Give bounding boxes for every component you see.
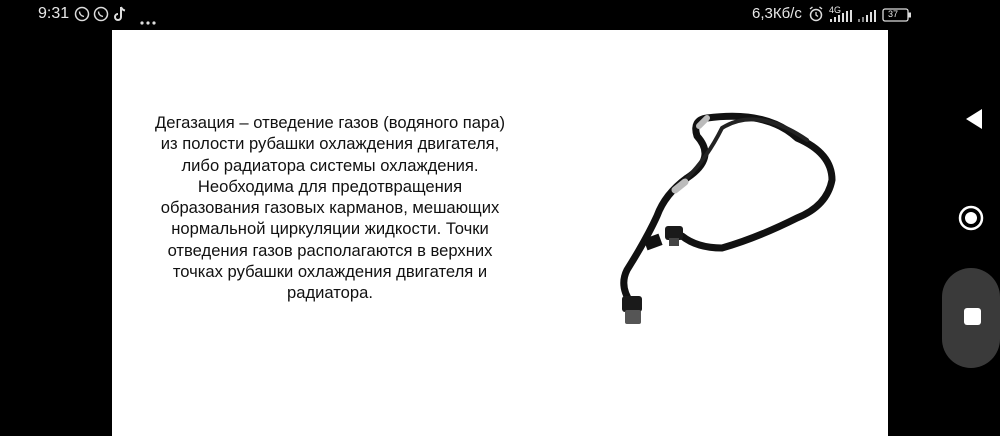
- viber-icon: [74, 6, 90, 27]
- battery-level: 37: [888, 9, 899, 19]
- slide-content: [112, 30, 888, 436]
- home-button[interactable]: [958, 205, 984, 236]
- status-bar: [0, 0, 1000, 30]
- network-type: 4G: [829, 5, 842, 15]
- navigation-bar: [888, 30, 1000, 436]
- clock: 9:31: [38, 5, 70, 22]
- more-dots-icon: [140, 12, 156, 30]
- recents-square-icon: [964, 308, 981, 325]
- recents-button[interactable]: [942, 268, 1000, 368]
- alarm-icon: [808, 6, 824, 27]
- signal-icon: [858, 9, 878, 27]
- description-text: Дегазация – отведение газов (водяного пара) из полости рубашки охлаждения двигателя, либо радиатора системы охлаждения. Необходима для предотвращения образования газовых карманов, мешающих нормальной циркуляции жидкости. Точки отведения газов располагаются в верхних точках рубашки охлаждения двигателя и радиатора.: [155, 113, 505, 303]
- network-speed: 6,3Кб/с: [752, 5, 802, 22]
- viber-icon: [93, 6, 109, 27]
- coolant-hose-image: [497, 98, 837, 343]
- signal-icon: [830, 9, 854, 27]
- tiktok-icon: [114, 6, 128, 27]
- back-button[interactable]: [964, 108, 984, 135]
